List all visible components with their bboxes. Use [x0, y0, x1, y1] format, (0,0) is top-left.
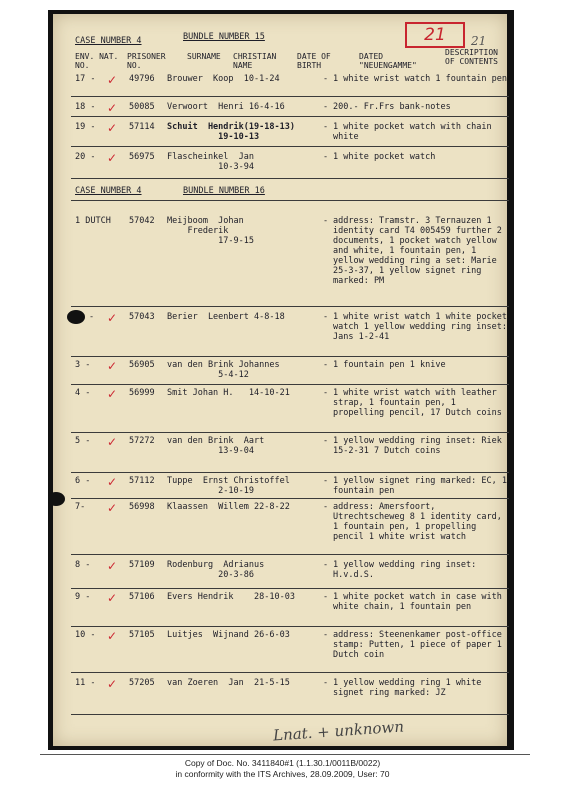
separator-dash: -	[323, 74, 329, 84]
separator-dash: -	[323, 312, 329, 322]
check-mark-icon: ✓	[107, 677, 118, 691]
prisoner-number: 56975	[129, 152, 155, 162]
check-mark-icon: ✓	[107, 387, 118, 401]
row-number: 1 DUTCH	[75, 216, 111, 226]
separator-dash: -	[323, 502, 329, 512]
row-number: 20 -	[75, 152, 96, 162]
prisoner-name-birth: Flascheinkel Jan 10-3-94	[167, 152, 254, 172]
row-number: 6 -	[75, 476, 91, 486]
prisoner-name-birth: Schuit Hendrik(19-18-13) 19-10-13	[167, 122, 295, 142]
row-number: 18 -	[75, 102, 96, 112]
row-number: 3 -	[75, 360, 91, 370]
row-divider	[71, 178, 509, 179]
prisoner-number: 57043	[129, 312, 155, 322]
row-number: 17 -	[75, 74, 96, 84]
separator-dash: -	[323, 152, 329, 162]
separator-dash: -	[323, 102, 329, 112]
prisoner-number: 57112	[129, 476, 155, 486]
row-divider	[71, 356, 509, 357]
footer-divider	[40, 754, 530, 755]
column-date-of-birth: DATE OF BIRTH	[297, 52, 331, 70]
row-divider	[71, 672, 509, 673]
inventory-row	[75, 360, 505, 384]
row-divider	[71, 432, 509, 433]
row-divider	[71, 200, 509, 201]
row-divider	[71, 498, 509, 499]
column-prisoner-no: PRISONER NO.	[127, 52, 166, 70]
contents-description: 1 white pocket watch in case with white chain, 1 fountain pen	[333, 592, 502, 612]
prisoner-number: 56998	[129, 502, 155, 512]
check-mark-icon: ✓	[107, 101, 118, 115]
row-divider	[71, 146, 509, 147]
check-mark-icon: ✓	[107, 359, 118, 373]
row-number: 5 -	[75, 436, 91, 446]
inventory-row	[75, 630, 505, 674]
inventory-row	[75, 312, 505, 356]
contents-description: 1 white pocket watch with chain white	[333, 122, 492, 142]
row-divider	[71, 96, 509, 97]
document-paper	[53, 14, 507, 746]
contents-description: address: Steenenkamer post-office stamp: Putten, 1 piece of paper 1 Dutch coin	[333, 630, 502, 660]
separator-dash: -	[323, 360, 329, 370]
prisoner-name-birth: Meijboom Johan Frederik 17-9-15	[167, 216, 254, 246]
contents-description: 1 white wrist watch with leather strap, 1 fountain pen, 1 propelling pencil, 17 Dutch coins	[333, 388, 502, 418]
prisoner-number: 57109	[129, 560, 155, 570]
contents-description: 200.- Fr.Frs bank-notes	[333, 102, 451, 112]
case-number-header: CASE NUMBER 4	[75, 186, 142, 196]
prisoner-number: 56905	[129, 360, 155, 370]
bundle-number-header: BUNDLE NUMBER 15	[183, 32, 265, 42]
row-divider	[71, 714, 509, 715]
prisoner-name-birth: Verwoort Henri 16-4-16	[167, 102, 285, 112]
separator-dash: -	[323, 560, 329, 570]
footer-copy-line: Copy of Doc. No. 3411840#1 (1.1.30.1/0011B/0022)	[184, 758, 381, 768]
column-surname: SURNAME	[187, 52, 221, 61]
handwritten-note: Lnat. + unknown	[272, 717, 405, 745]
separator-dash: -	[323, 476, 329, 486]
column-christian-name: CHRISTIAN NAME	[233, 52, 277, 70]
row-number: 4 -	[75, 388, 91, 398]
contents-description: 1 fountain pen 1 knive	[333, 360, 446, 370]
column-env-nat: ENV. NAT. NO.	[75, 52, 119, 70]
bundle-number-header: BUNDLE NUMBER 16	[183, 186, 265, 196]
check-mark-icon: ✓	[107, 311, 118, 325]
prisoner-name-birth: Evers Hendrik 28-10-03	[167, 592, 295, 602]
contents-description: 1 yellow wedding ring inset: Riek 15-2-31 7 Dutch coins	[333, 436, 502, 456]
inventory-row	[75, 436, 505, 472]
inventory-row	[75, 152, 505, 180]
contents-description: 1 yellow signet ring marked: EC, 1 fountain pen	[333, 476, 507, 496]
inventory-row	[75, 74, 505, 102]
separator-dash: -	[323, 592, 329, 602]
contents-description: address: Amersfoort, Utrechtscheweg 8 1 identity card, 1 fountain pen, 1 propelling pencil 1 white wrist watch	[333, 502, 502, 542]
row-number: 9 -	[75, 592, 91, 602]
row-divider	[71, 306, 509, 307]
contents-description: 1 white pocket watch	[333, 152, 436, 162]
row-divider	[71, 384, 509, 385]
prisoner-name-birth: Brouwer Koop 10-1-24	[167, 74, 280, 84]
check-mark-icon: ✓	[107, 475, 118, 489]
check-mark-icon: ✓	[107, 591, 118, 605]
check-mark-icon: ✓	[107, 435, 118, 449]
row-divider	[71, 472, 509, 473]
inventory-row	[75, 592, 505, 626]
red-page-stamp: 21	[405, 22, 465, 48]
check-mark-icon: ✓	[107, 501, 118, 515]
prisoner-number: 56999	[129, 388, 155, 398]
footer-archive-line: in conformity with the ITS Archives, 28.09.2009, User: 70	[175, 769, 390, 779]
check-mark-icon: ✓	[107, 559, 118, 573]
prisoner-number: 57205	[129, 678, 155, 688]
check-mark-icon: ✓	[107, 121, 118, 135]
check-mark-icon: ✓	[107, 73, 118, 87]
row-number: 7-	[75, 502, 86, 512]
row-number: 19 -	[75, 122, 96, 132]
prisoner-number: 50085	[129, 102, 155, 112]
column-description: DESCRIPTION OF CONTENTS	[445, 48, 498, 66]
contents-description: 1 white wrist watch 1 white pocket watch 1 yellow wedding ring inset: Jans 1-2-41	[333, 312, 507, 342]
row-number: 10 -	[75, 630, 96, 640]
separator-dash: -	[323, 436, 329, 446]
contents-description: 1 white wrist watch 1 fountain pen	[333, 74, 507, 84]
inventory-row	[75, 560, 505, 588]
prisoner-name-birth: Berier Leenbert 4-8-18	[167, 312, 285, 322]
separator-dash: -	[323, 388, 329, 398]
prisoner-name-birth: Luitjes Wijnand 26-6-03	[167, 630, 290, 640]
check-mark-icon: ✓	[107, 151, 118, 165]
prisoner-name-birth: Rodenburg Adrianus 20-3-86	[167, 560, 265, 580]
inventory-row	[75, 216, 505, 308]
punch-hole	[48, 492, 65, 506]
separator-dash: -	[323, 216, 329, 226]
inventory-row	[75, 502, 505, 552]
prisoner-name-birth: van Zoeren Jan 21-5-15	[167, 678, 290, 688]
check-mark-icon: ✓	[107, 629, 118, 643]
prisoner-name-birth: van den Brink Aart 13-9-04	[167, 436, 265, 456]
prisoner-number: 57272	[129, 436, 155, 446]
separator-dash: -	[323, 630, 329, 640]
prisoner-number: 57042	[129, 216, 155, 226]
punch-hole	[67, 310, 85, 324]
row-divider	[71, 554, 509, 555]
row-divider	[71, 116, 509, 117]
prisoner-name-birth: van den Brink Johannes 5-4-12	[167, 360, 280, 380]
row-number: -	[89, 312, 95, 322]
row-number: 11 -	[75, 678, 96, 688]
row-divider	[71, 626, 509, 627]
prisoner-name-birth: Tuppe Ernst Christoffel 2-10-19	[167, 476, 290, 496]
inventory-row	[75, 102, 505, 120]
inventory-row	[75, 388, 505, 432]
contents-description: address: Tramstr. 3 Ternauzen 1 identity card T4 005459 further 2 documents, 1 pocket watch yellow and white, 1 fountain pen, 1 yellow wedding ring a set: Marie 25-3-37, 1 yellow signet ring marked: PM	[333, 216, 502, 286]
document-scan	[48, 10, 514, 750]
prisoner-number: 57106	[129, 592, 155, 602]
prisoner-number: 57114	[129, 122, 155, 132]
separator-dash: -	[323, 122, 329, 132]
inventory-row	[75, 678, 505, 714]
prisoner-number: 57105	[129, 630, 155, 640]
case-number-header: CASE NUMBER 4	[75, 36, 142, 46]
column-headers	[75, 48, 505, 72]
row-divider	[71, 588, 509, 589]
prisoner-name-birth: Klaassen Willem 22-8-22	[167, 502, 290, 512]
pencil-page-number: 21	[471, 34, 487, 48]
contents-description: 1 yellow wedding ring inset: H.v.d.S.	[333, 560, 477, 580]
inventory-row	[75, 476, 505, 500]
column-dated: DATED "NEUENGAMME"	[359, 52, 417, 70]
separator-dash: -	[323, 678, 329, 688]
row-number: 8 -	[75, 560, 91, 570]
prisoner-number: 49796	[129, 74, 155, 84]
contents-description: 1 yellow wedding ring 1 white signet ring marked: JZ	[333, 678, 482, 698]
prisoner-name-birth: Smit Johan H. 14-10-21	[167, 388, 290, 398]
